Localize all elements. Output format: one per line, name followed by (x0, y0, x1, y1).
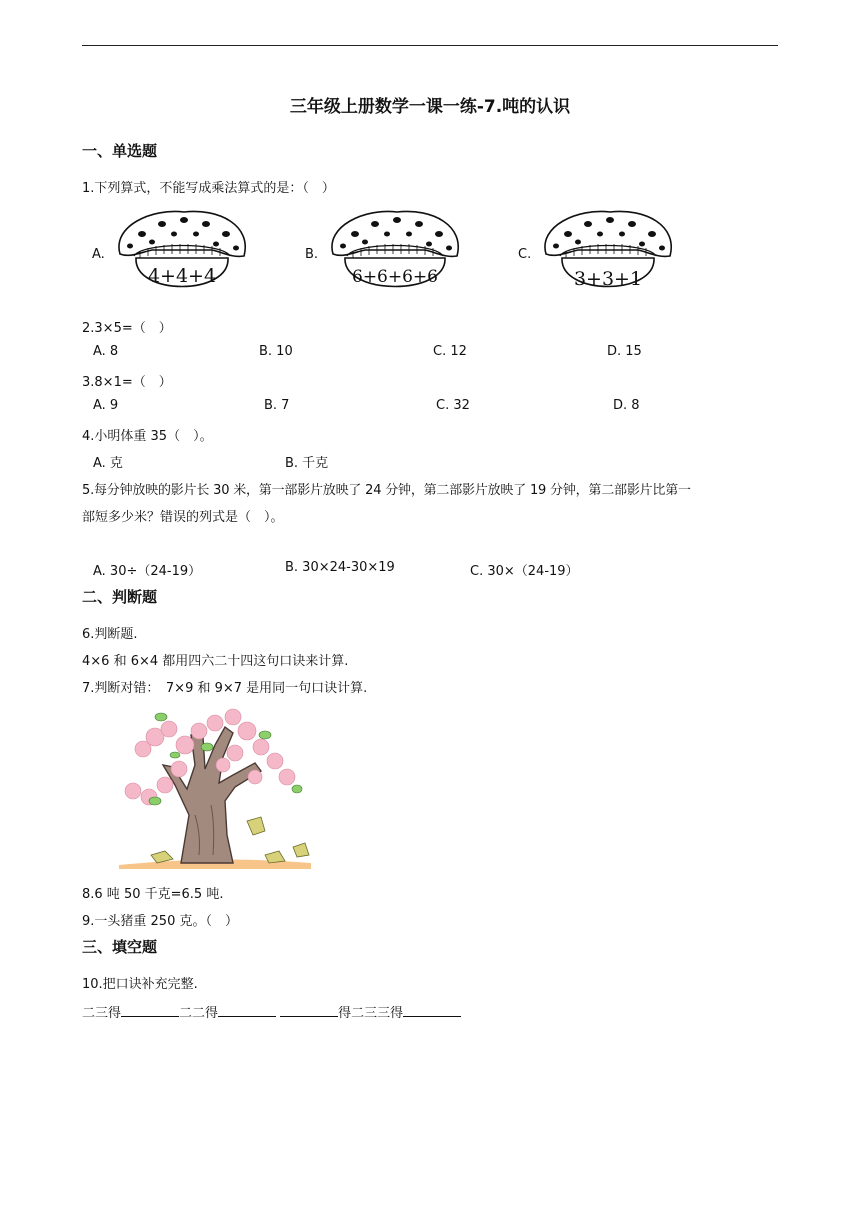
question-6-line-1: 6.判断题. (82, 627, 138, 642)
q3-option-d: D. 8 (613, 398, 640, 413)
q4-option-b: B. 千克 (285, 456, 329, 471)
question-1: 1.下列算式，不能写成乘法算式的是：（ ） (82, 181, 335, 196)
question-10: 10.把口诀补充完整. (82, 977, 198, 992)
page-title: 三年级上册数学一课一练-7.吨的认识 (289, 97, 571, 117)
question-10-blanks (82, 1002, 461, 1021)
q1-option-b-label: B. (305, 247, 319, 262)
q1-option-c-label: C. (518, 247, 532, 262)
q2-option-c: C. 12 (433, 344, 467, 359)
q3-option-c: C. 32 (436, 398, 470, 413)
question-5-line-1: 5.每分钟放映的影片长 30 米，第一部影片放映了 24 分钟，第二部影片放映了 19 分钟，第二部影片比第一 (82, 483, 691, 498)
q3-option-a: A. 9 (93, 398, 119, 413)
section-heading-true-false: 二、判断题 (82, 588, 158, 606)
question-9: 9.一头猪重 250 克。（ ） (82, 914, 238, 929)
q10-part-3: 得二三三得 (338, 1006, 404, 1021)
q10-part-1: 二三得 (82, 1006, 122, 1021)
question-7: 7.判断对错： 7×9 和 9×7 是用同一句口诀计算. (82, 681, 368, 696)
question-8: 8.6 吨 50 千克=6.5 吨. (82, 887, 224, 902)
q1-option-b-expression: 6+6+6+6 (352, 267, 438, 287)
q2-option-a: A. 8 (93, 344, 119, 359)
answer-blank-1[interactable] (121, 1004, 179, 1017)
question-4: 4.小明体重 35（ ）。 (82, 429, 213, 444)
q1-option-a-expression: 4+4+4 (147, 265, 217, 287)
answer-blank-3[interactable] (280, 1004, 338, 1017)
question-6-line-2: 4×6 和 6×4 都用四六二十四这句口诀来计算. (82, 654, 349, 669)
header-rule (82, 45, 778, 46)
q1-option-c-mushroom-image (538, 206, 678, 298)
section-heading-fill-blank: 三、填空题 (82, 938, 158, 956)
question-3: 3.8×1=（ ） (82, 375, 172, 390)
section-heading-single-choice: 一、单选题 (82, 142, 158, 160)
q2-option-b: B. 10 (259, 344, 293, 359)
q5-option-b: B. 30×24-30×19 (285, 560, 395, 575)
q1-option-a-mushroom-image (112, 206, 252, 298)
question-2: 2.3×5=（ ） (82, 321, 172, 336)
q2-option-d: D. 15 (607, 344, 642, 359)
q10-part-2: 二二得 (179, 1006, 219, 1021)
q1-option-c-expression: 3+3+1 (573, 268, 643, 290)
question-5-line-2: 部短多少米？错误的列式是（ ）。 (82, 510, 284, 525)
q5-option-a: A. 30÷（24-19） (93, 564, 202, 579)
q4-option-a: A. 克 (93, 456, 123, 471)
q3-option-b: B. 7 (264, 398, 290, 413)
q5-option-c: C. 30×（24-19） (470, 564, 579, 579)
tree-illustration (115, 705, 315, 875)
q1-option-a-label: A. (92, 247, 105, 262)
answer-blank-4[interactable] (403, 1004, 461, 1017)
answer-blank-2[interactable] (218, 1004, 276, 1017)
q1-option-b-mushroom-image (325, 206, 465, 298)
